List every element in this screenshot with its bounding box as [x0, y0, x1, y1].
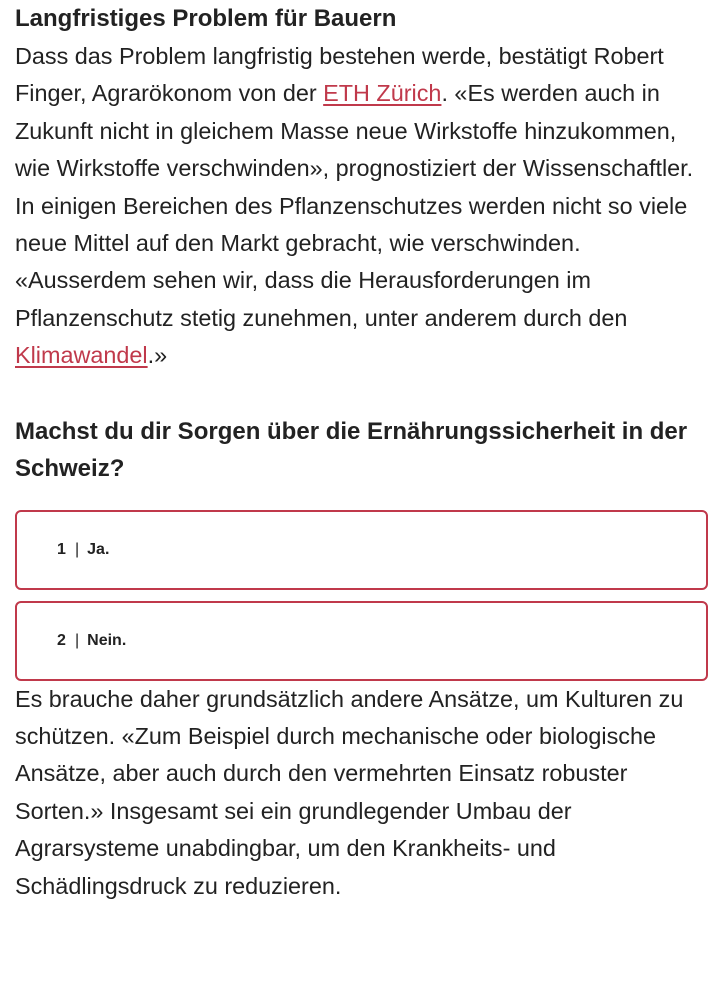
- section-heading: Langfristiges Problem für Bauern: [15, 5, 397, 32]
- paragraph-pflanzenschutz: [15, 188, 710, 375]
- paragraph-text: Dass das Problem langfristig bestehen werde, bestätigt Robert Finger, Agrarökonom von der: [15, 43, 664, 107]
- poll-option-separator: |: [75, 540, 80, 558]
- poll-option-separator: |: [75, 631, 80, 649]
- poll-option-number: 2: [57, 631, 66, 649]
- poll-option-nein[interactable]: [15, 601, 708, 681]
- paragraph-finger-quote: [15, 38, 710, 188]
- poll-option-ja[interactable]: [15, 510, 708, 590]
- paragraph-text: .»: [147, 342, 168, 369]
- paragraph-text: In einigen Bereichen des Pflanzenschutzes werden nicht so viele neue Mittel auf den Markt gebracht, wie verschwinden. «Ausserdem sehen wir, dass die Herausforderungen im Pflanzenschutz stetig zunehmen, unter anderem durch den: [15, 192, 688, 331]
- poll-option-label: Ja.: [87, 540, 110, 558]
- poll-question: Machst du dir Sorgen über die Ernährungssicherheit in der Schweiz?: [15, 417, 688, 482]
- poll-options: [15, 510, 710, 681]
- article-body: [15, 0, 710, 905]
- link-eth-zurich[interactable]: ETH Zürich: [323, 80, 442, 107]
- link-klimawandel[interactable]: Klimawandel: [15, 342, 148, 369]
- poll-option-number: 1: [57, 540, 66, 558]
- paragraph-ansaetze: Es brauche daher grundsätzlich andere Ansätze, um Kulturen zu schützen. «Zum Beispiel durch mechanische oder biologische Ansätze, aber auch durch den vermehrten Einsatz robuster Sorten.» Insgesamt sei ein grundlegender Umbau der Agrarsysteme unabdingbar, um den Krankheits- und Schädlingsdruck zu reduzieren.: [15, 685, 684, 899]
- poll-option-label: Nein.: [87, 631, 127, 649]
- paragraph-text: . «Es werden auch in Zukunft nicht in gleichem Masse neue Wirkstoffe hinzukommen, wie Wirkstoffe verschwinden», prognostiziert der Wissenschaftler.: [15, 80, 694, 182]
